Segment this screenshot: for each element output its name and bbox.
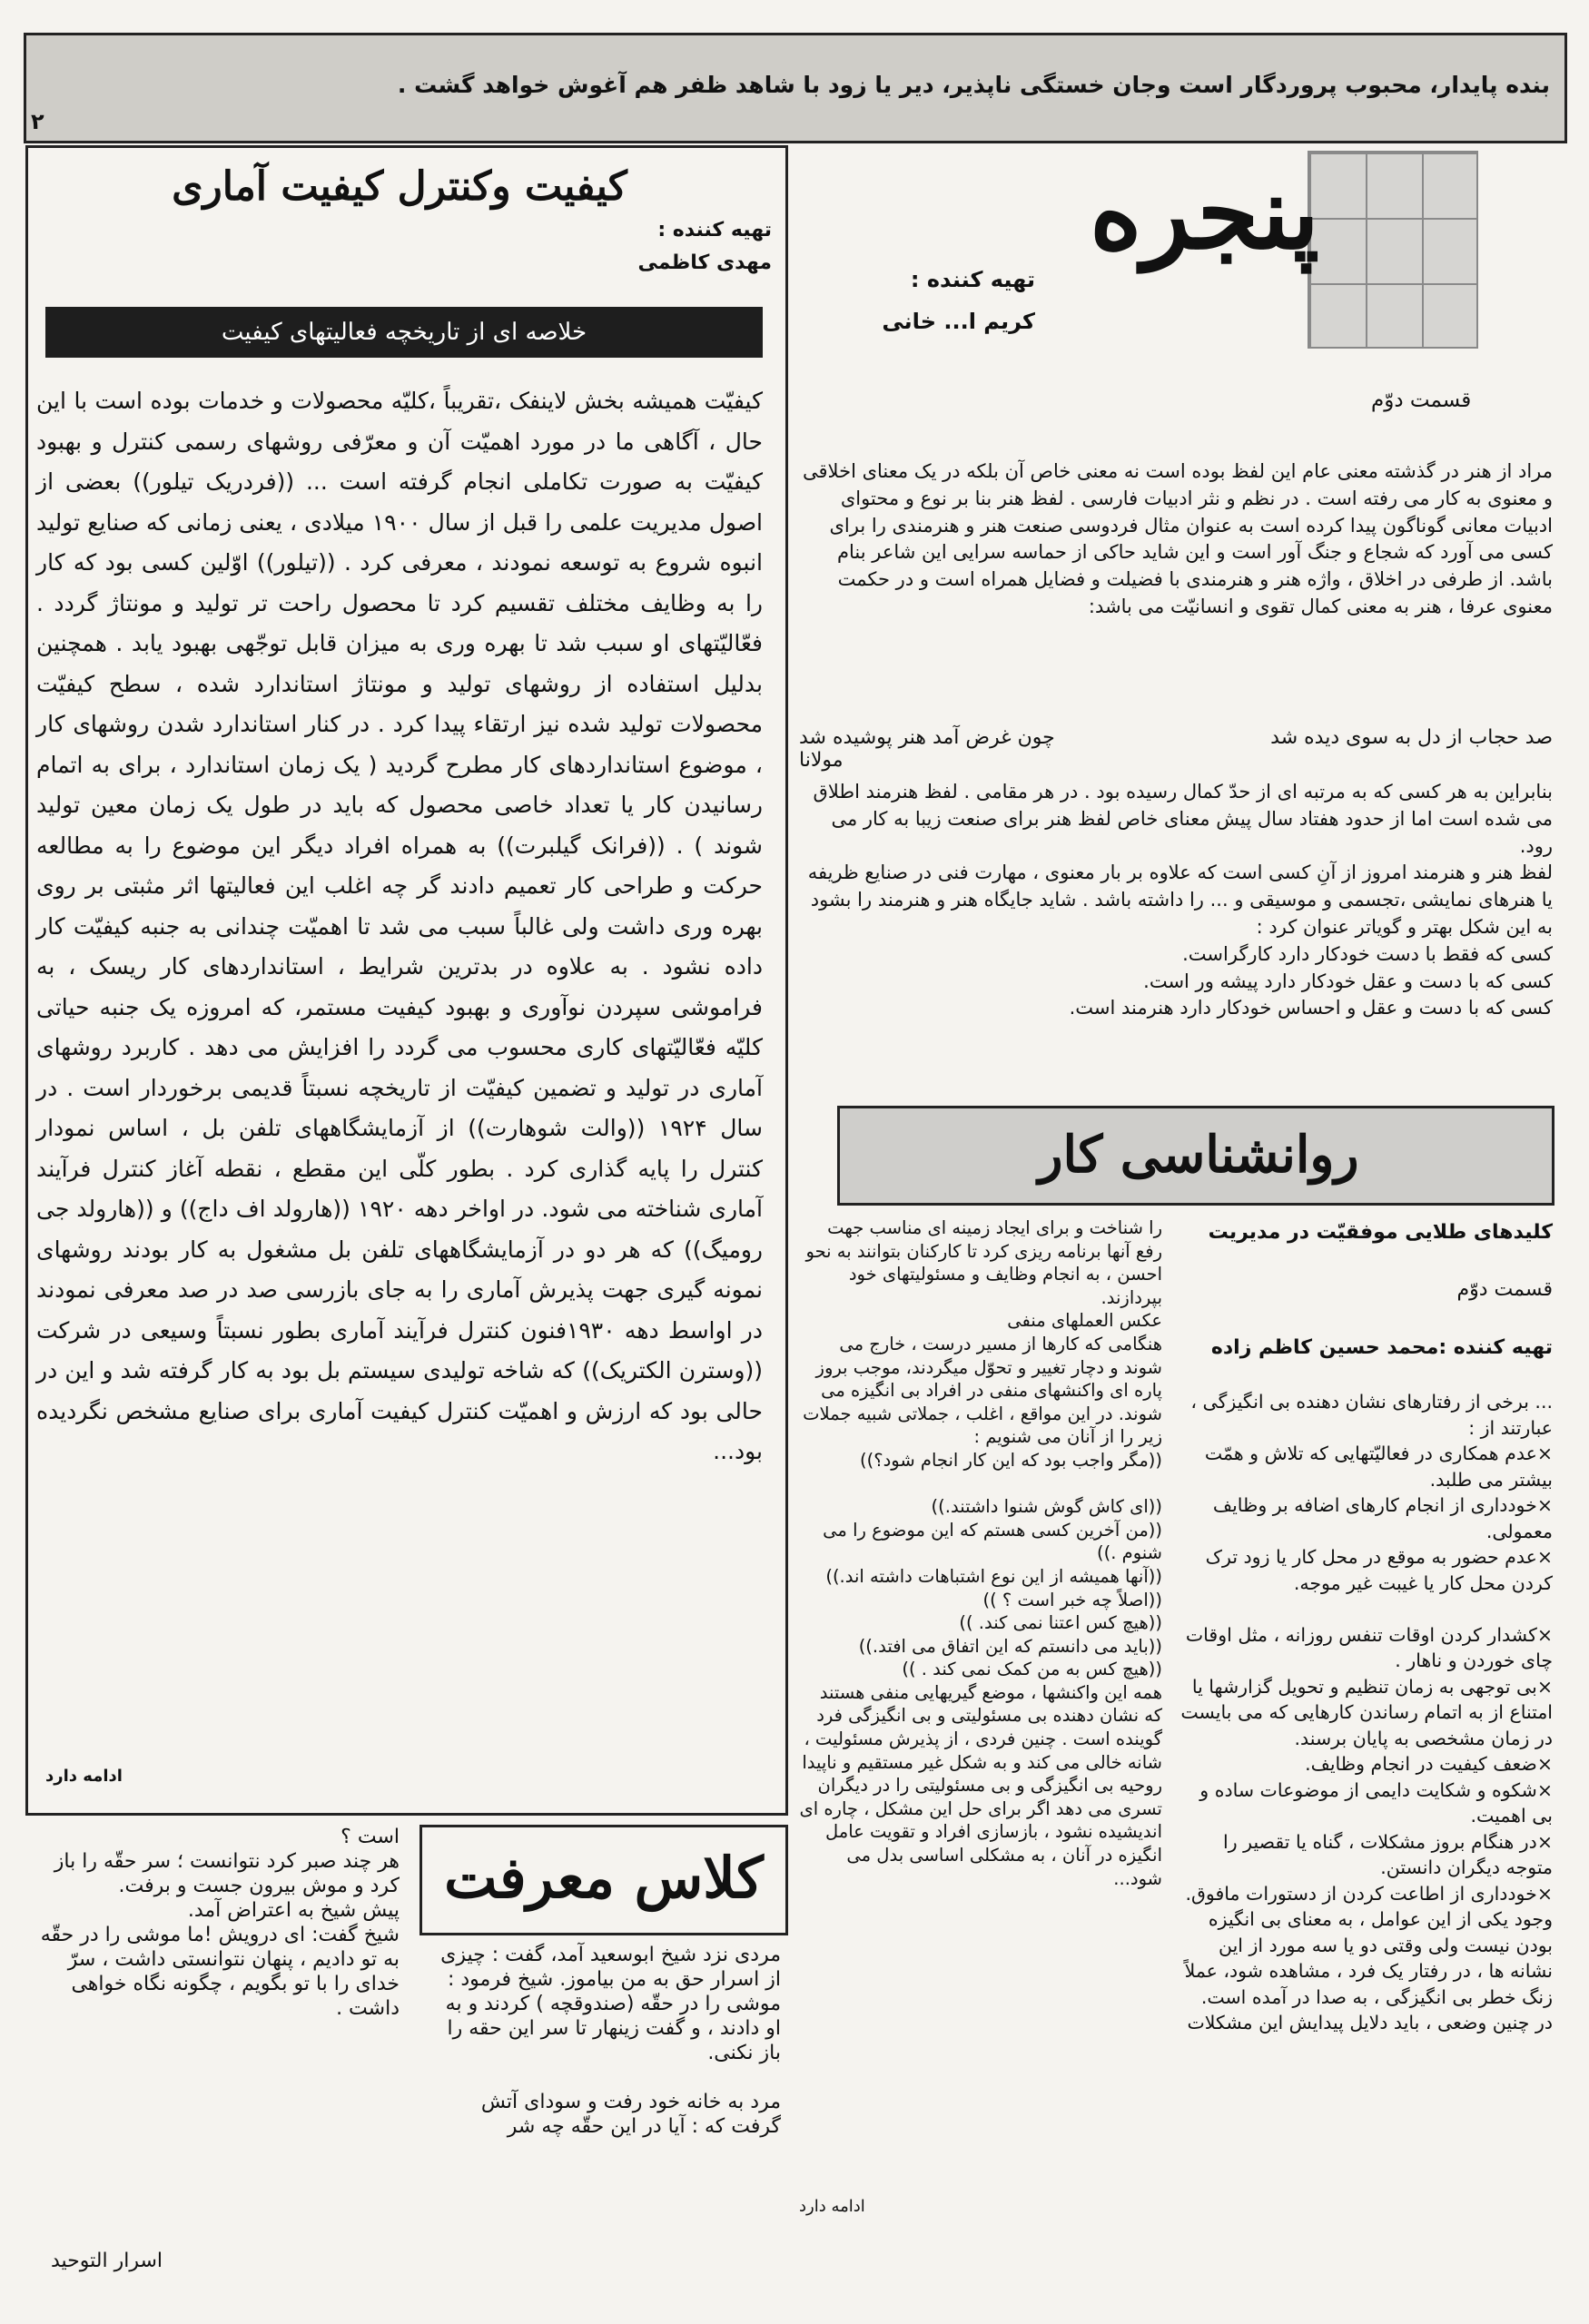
poem-hemistich-left: چون غرض آمد هنر پوشیده شد	[799, 726, 1055, 749]
continued-note: ادامه دارد	[799, 2197, 865, 2216]
author-name: کریم ا... خانی	[882, 309, 1035, 334]
psychology-body-right: ... برخی از رفتارهای نشان دهنده بی انگیزگی ، عبارتند از : ×عدم همکاری در فعالیّتهایی که تلاش و همّت بیشتر می طلبد. ×خودداری از انجام کارهای اضافه بر وظایف معمولی. ×عدم حضور به موقع در محل کار یا زود ترک کردن محل کار یا غیبت غیر موجه. ×کشدار کردن اوقات تنفس روزانه ، مثل اوقات چای خوردن و ناهار . ×بی توجهی به زمان تنظیم و تحویل گزارشها یا امتناع از به اتمام رساندن کارهایی که می بایست در زمان مشخصی به پایان برسند. ×ضعف کیفیت در انجام وظایف. ×شکوه و شکایت دایمی از موضوعات ساده و بی اهمیت. ×در هنگام بروز مشکلات ، گناه یا تقصیر را متوجه دیگران دانستن. ×خودداری از اطاعت کردن از دستورات مافوق. وجود یکی از این عوامل ، به معنای بی انگیزه بودن نیست ولی وقتی دو یا سه مورد از این نشانه ها ، در رفتار یک فرد ، مشاهده شود، عملاً زنگ خطر بی انگیزگی ، به صدا در آمده است. در چنین وضعی ، باید دلایل پیدایش این مشکلات	[1180, 1391, 1553, 2034]
banner-quote: بنده پایدار، محبوب پروردگار است وجان خستگی ناپذیر، دیر یا زود با شاهد ظفر هم آغوش خواهد گشت .	[397, 72, 1550, 98]
poet-name: مولانا	[799, 749, 844, 772]
part-label: قسمت دوّم	[1371, 389, 1472, 412]
quality-article-title: کیفیت وکنترل کیفیت آماری	[172, 163, 627, 210]
page-number: ۲	[31, 109, 44, 134]
knowledge-title: کلاس معرفت	[444, 1845, 764, 1911]
panjereh-body-main: بنابراین به هر کسی که به مرتبه ای از حدّ کمال رسیده بود . در هر مقامی . لفظ هنرمند اطلاق می شده است اما از حدود هفتاد سال پیش معنای خاص لفظ هنر برای صنعت زیبا به کار می رود. لفظ هنر و هنرمند امروز از آنِ کسی است که علاوه بر بار معنوی ، مهارت فنی در صنایع ظریفه یا هنرهای نمایشی ،تجسمی و موسیقی و ... را داشته باشد . شاید جایگاه هنر و هنرمند را بشود به این شکل بهتر و گویاتر عنوان کرد : کسی که فقط با دست خودکار دارد کارگراست. کسی که با دست و عقل خودکار دارد پیشه ور است. کسی که با دست و عقل و احساس خودکار دارد هنرمند است.	[807, 781, 1553, 1019]
knowledge-body-left: است ؟ هر چند صبر کرد نتوانست ؛ سر حقّه را باز کرد و موش بیرون جست و برفت. پیش شیخ به اعتراض آمد. شیخ گفت: ای درویش !ما موشی را در حقّه به تو دادیم ، پنهان نتوانستی داشت ، سرّ خدای را با تو بگویم ، چگونه نگاه خواهی داشت .	[40, 1826, 400, 2020]
prepared-by-label: تهیه کننده :	[657, 219, 772, 241]
panjereh-byline	[799, 259, 1035, 342]
psychology-subtitle: کلیدهای طلایی موفقیّت در مدیریت	[1208, 1221, 1553, 1244]
psychology-body-middle: را شناخت و برای ایجاد زمینه ای مناسب جهت رفع آنها برنامه ریزی کرد تا کارکنان بتوانند به نحو احسن ، به انجام وظایف و مسئولیتهای خود بپردازند. عکس العملهای منفی هنگامی که کارها از مسیر درست ، خارج می شوند و دچار تغییر و تحوّل میگردند، موجب بروز پاره ای واکنشهای منفی در افراد بی انگیزه می شوند. در این مواقع ، اغلب ، جملاتی شبیه جملات زیر را از آنان می شنویم : ((مگر واجب بود که این کار انجام شود؟)) ((ای کاش گوش شنوا داشتند.)) ((من آخرین کسی هستم که این موضوع را می شنوم .)) ((آنها همیشه از این نوع اشتباهات داشته اند.)) ((اصلاً چه خبر است ؟ )) ((هیچ کس اعتنا نمی کند. )) ((باید می دانستم که این اتفاق می افتد.)) ((هیچ کس به من کمک نمی کند . )) همه این واکنشها ، موضع گیریهایی منفی هستند که نشان دهنده بی مسئولیتی و بی انگیزگی فرد گوینده است . چنین فردی ، از پذیرش مسئولیت ، شانه خالی می کند و به شکل غیر مستقیم و ناپیدا روحیه بی انگیزگی و بی مسئولیتی را در دیگران تسری می دهد اگر برای حل این مشکل ، چاره ای اندیشیده نشود ، بازسازی افراد و تقویت عامل انگیزه در آنان ، به مشکلی اساسی بدل می شود...	[799, 1217, 1162, 1889]
psychology-byline: تهیه کننده :محمد حسین کاظم زاده	[1210, 1336, 1553, 1359]
continued-note: ادامه دارد	[45, 1767, 123, 1786]
author-name: مهدی کاظمی	[637, 251, 772, 274]
psychology-title: روانشناسی کار	[1038, 1125, 1359, 1185]
part-label: قسمت دوّم	[1456, 1278, 1553, 1301]
quality-article-body: کیفیّت همیشه بخش لاینفک ،تقریباً ،کلیّه محصولات و خدمات بوده است با این حال ، آگاهی ما در مورد اهمیّت آن و معرّفی روشهای رسمی کنترل و بهبود کیفیّت به صورت تکاملی انجام گرفته است ... ((فردریک تیلور)) بعضی از اصول مدیریت علمی را قبل از سال ۱۹۰۰ میلادی ، یعنی زمانی که صنایع تولید انبوه شروع به توسعه نمودند ، معرفی کرد . ((تیلور)) اوّلین کسی بود که کار را به وظایف مختلف تقسیم کرد تا محصول راحت تر تولید و مونتاژ گردد . فعّالیّتهای او سبب شد تا بهره وری به میزان قابل توجّهی بهبود یابد . همچنین بدلیل استفاده از روشهای تولید و مونتاژ استاندارد شده ، سطح کیفیّت محصولات تولید شده نیز ارتقاء پیدا کرد . در کنار استاندارد شدن روشهای کار ، موضوع استانداردهای کار مطرح گردید ( یک زمان استاندارد ، برای به اتمام رسانیدن کار یا تعداد خاصی محصول که باید در طول یک زمان معین تولید شوند ) . ((فرانک گیلبرت)) به همراه افراد دیگر این موضوع را به مطالعه حرکت و طراحی کار تعمیم دادند گر چه اغلب این فعالیتها اثر مثبتی بر روی بهره وری داشت ولی غالباً سبب می شد تا اهمیّت چندانی به جنبه کیفیّت کار داده نشود . به علاوه در بدترین شرایط ، استانداردهای کار ریسک ، به فراموشی سپردن نوآوری و بهبود کیفیت مستمر، که امروزه یک جنبه حیاتی کلیّه فعّالیّتهای کاری محسوب می گردد را افزایش می دهد . کاربرد روشهای آماری در تولید و تضمین کیفیّت از تاریخچه نسبتاً قدیمی برخوردار است . در سال ۱۹۲۴ ((والت شوهارت)) از آزمایشگاههای تلفن بل ، اساس نمودار کنترل را پایه گذاری کرد . بطور کلّی این مقطع ، نقطه آغاز کنترل فرآیند آماری شناخته می شود. در اواخر دهه ۱۹۲۰ ((هارولد اف داج)) و ((هارولد جی رومیگ)) که هر دو در آزمایشگاههای تلفن بل مشغول به کار بودند روشهای نمونه گیری جهت پذیرش آماری را به جای بازرسی صد در صد معرفی نمودند در اواسط دهه ۱۹۳۰فنون کنترل فرآیند آماری بطور نسبتاً وسیعی در شرکت ((وسترن الکتریک)) که شاخه تولیدی سیستم بل بود به کار گرفته شد و این در حالی بود که ارزش و اهمیّت کنترل کیفیت آماری برای صنایع مشخص نگردیده بود...	[36, 388, 764, 1464]
top-banner	[24, 33, 1567, 143]
panjereh-body-intro: مراد از هنر در گذشته معنی عام این لفظ بوده است نه معنی خاص آن بلکه در یک معنای اخلاقی و معنوی به کار می رفته است . در نظم و نثر ادبیات فارسی . لفظ هنر بنا بر نوع و محتوای ادبیات معانی گوناگون پیدا کرده است به عنوان مثال فردوسی صنعت هنر و هنرمندی را برای کسی می آورد که شجاع و جنگ آور است و این شاید حاکی از حماسه سرایی این شاعر بنام باشد. از طرفی در اخلاق ، واژه هنر و هنرمندی با فضیلت و فضایل همراه است و در حکمت معنوی عرفا ، هنر به معنی کمال تقوی و انسانیّت می باشد:	[803, 460, 1553, 617]
poem-hemistich-right: صد حجاب از دل به سوی دیده شد	[1270, 726, 1553, 749]
panjereh-logo-word: پنجره	[1090, 154, 1320, 271]
quality-article-byline	[527, 214, 772, 280]
prepared-by-label: تهیه کننده :	[910, 267, 1035, 292]
knowledge-source: اسرار التوحید	[51, 2250, 163, 2272]
knowledge-body-right: مردی نزد شیخ ابوسعید آمد، گفت : چیزی از اسرار حق به من بیاموز. شیخ فرمود : موشی را در حقّه (صندوقچه ) کردند و به او دادند ، و گفت زینهار تا سر این حقه را باز نکنی. مرد به خانه خود رفت و سودای آتش گرفت که : آیا در این حقّه چه شر	[440, 1944, 781, 2138]
panjereh-poem	[799, 726, 1553, 1022]
quality-section-heading: خلاصه ای از تاریخچه فعالیتهای کیفیت	[45, 307, 763, 358]
window-logo-icon	[1308, 151, 1478, 349]
